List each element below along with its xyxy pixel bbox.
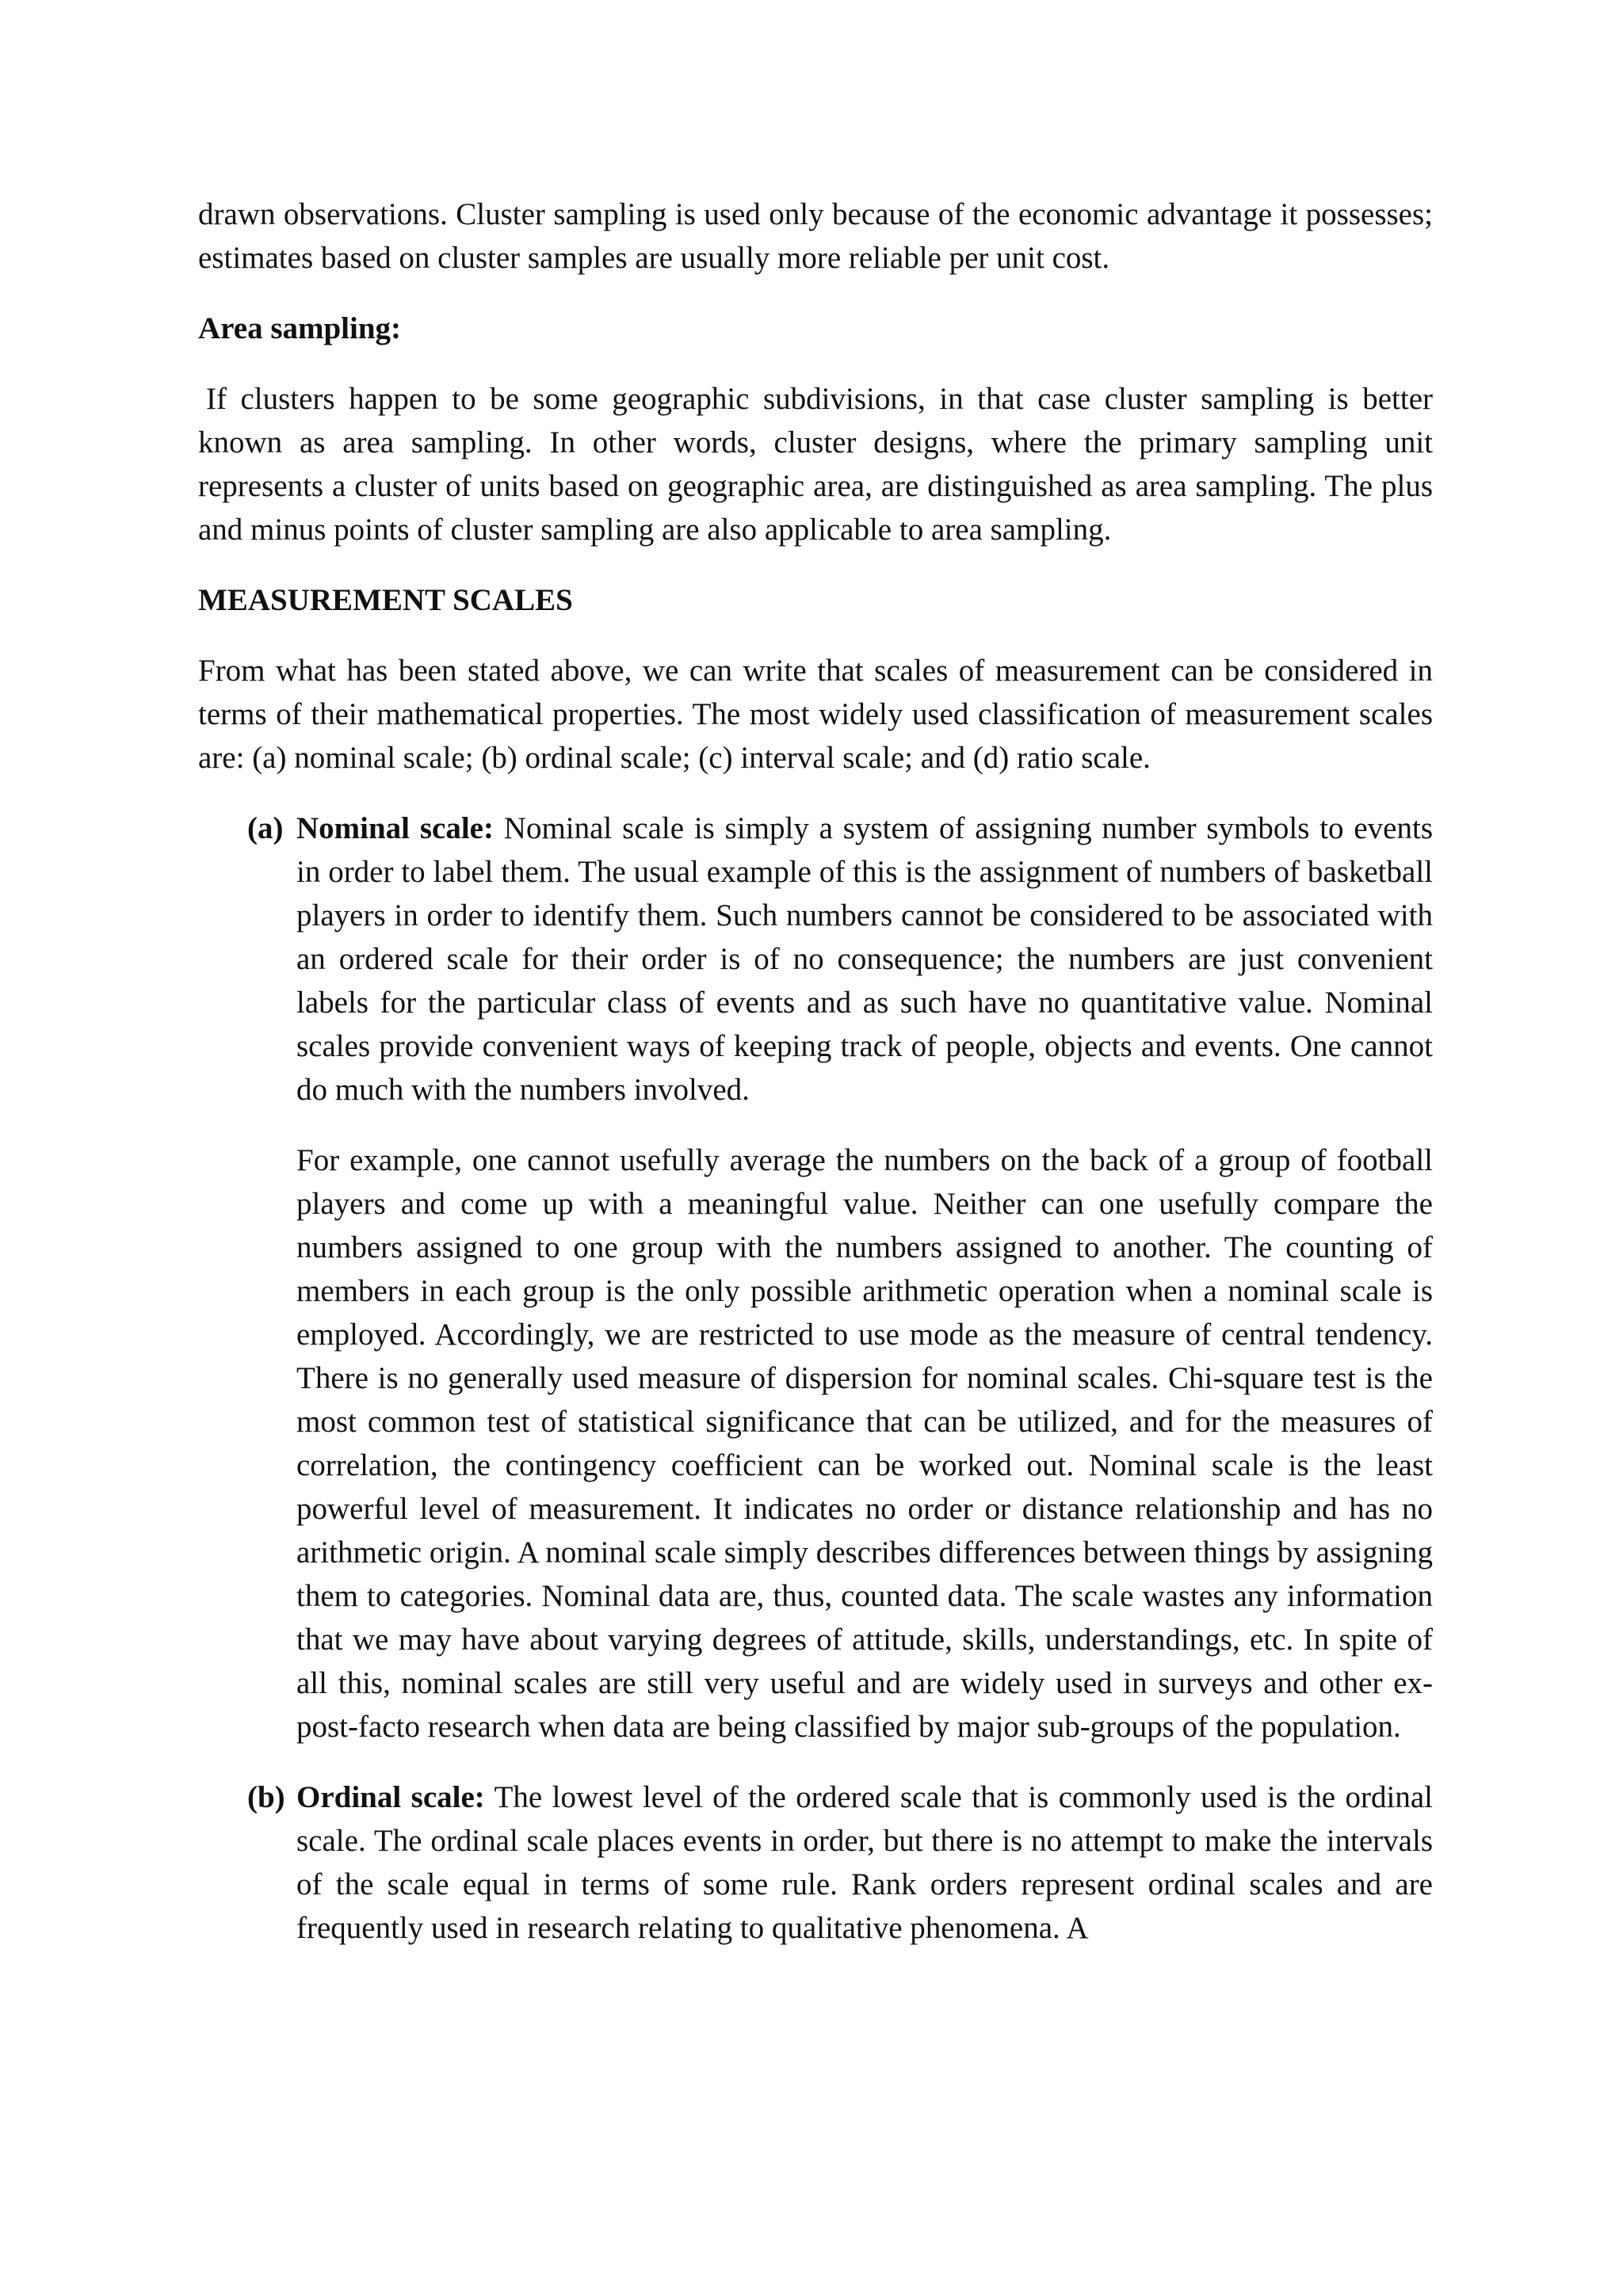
area-sampling-heading: Area sampling:: [198, 311, 402, 345]
list-marker: (a): [247, 811, 284, 845]
measurement-intro-paragraph: From what has been stated above, we can write that scales of measurement can be considered in terms of their mathematical properties. The most widely used classification of measurement scales are: (a) nominal scale; (b) ordinal scale; (c) interval scale; and (d) ratio scale.: [198, 654, 1433, 775]
list-marker: (b): [247, 1780, 285, 1814]
measurement-scales-heading: MEASUREMENT SCALES: [198, 583, 573, 617]
ordinal-scale-term: Ordinal scale:: [296, 1780, 485, 1814]
ordinal-scale-paragraph: [296, 1775, 1433, 1950]
nominal-scale-continuation: For example, one cannot usefully average the numbers on the back of a group of football players and come up with a meaningful value. Neither can one usefully compare the numbers assigned to one group with the numbers assigned to another. The counting of members in each group is the only possible arithmetic operation when a nominal scale is employed. Accordingly, we are restricted to use mode as the measure of central tendency. There is no generally used measure of dispersion for nominal scales. Chi-square test is the most common test of statistical significance that can be utilized, and for the measures of correlation, the contingency coefficient can be worked out. Nominal scale is the least powerful level of measurement. It indicates no order or distance relationship and has no arithmetic origin. A nominal scale simply describes differences between things by assigning them to categories. Nominal data are, thus, counted data. The scale wastes any information that we may have about varying degrees of attitude, skills, understandings, etc. In spite of all this, nominal scales are still very useful and are widely used in surveys and other ex-post-facto research when data are being classified by major sub-groups of the population.: [296, 1143, 1433, 1744]
area-sampling-paragraph: If clusters happen to be some geographic subdivisions, in that case cluster sampling is better known as area sampling. In other words, cluster designs, where the primary sampling unit represents a cluster of units based on geographic area, are distinguished as area sampling. The plus and minus points of cluster sampling are also applicable to area sampling.: [198, 382, 1433, 547]
nominal-scale-paragraph: [296, 807, 1433, 1112]
paragraph-continuation: drawn observations. Cluster sampling is used only because of the economic advantage it possesses; estimates based on cluster samples are usually more reliable per unit cost.: [198, 197, 1433, 275]
nominal-scale-term: Nominal scale:: [296, 811, 494, 845]
document-page: [198, 193, 1433, 1950]
list-item-nominal: [198, 807, 1433, 1112]
list-item-ordinal: [198, 1775, 1433, 1950]
ordinal-scale-text: The lowest level of the ordered scale that is commonly used is the ordinal scale. The ordinal scale places events in order, but there is no attempt to make the intervals of the scale equal in terms of some rule. Rank orders represent ordinal scales and are frequently used in research relating to qualitative phenomena. A: [296, 1780, 1433, 1945]
nominal-scale-text: Nominal scale is simply a system of assigning number symbols to events in order to label them. The usual example of this is the assignment of numbers of basketball players in order to identify them. Such numbers cannot be considered to be associated with an ordered scale for their order is of no consequence; the numbers are just convenient labels for the particular class of events and as such have no quantitative value. Nominal scales provide convenient ways of keeping track of people, objects and events. One cannot do much with the numbers involved.: [296, 811, 1433, 1107]
